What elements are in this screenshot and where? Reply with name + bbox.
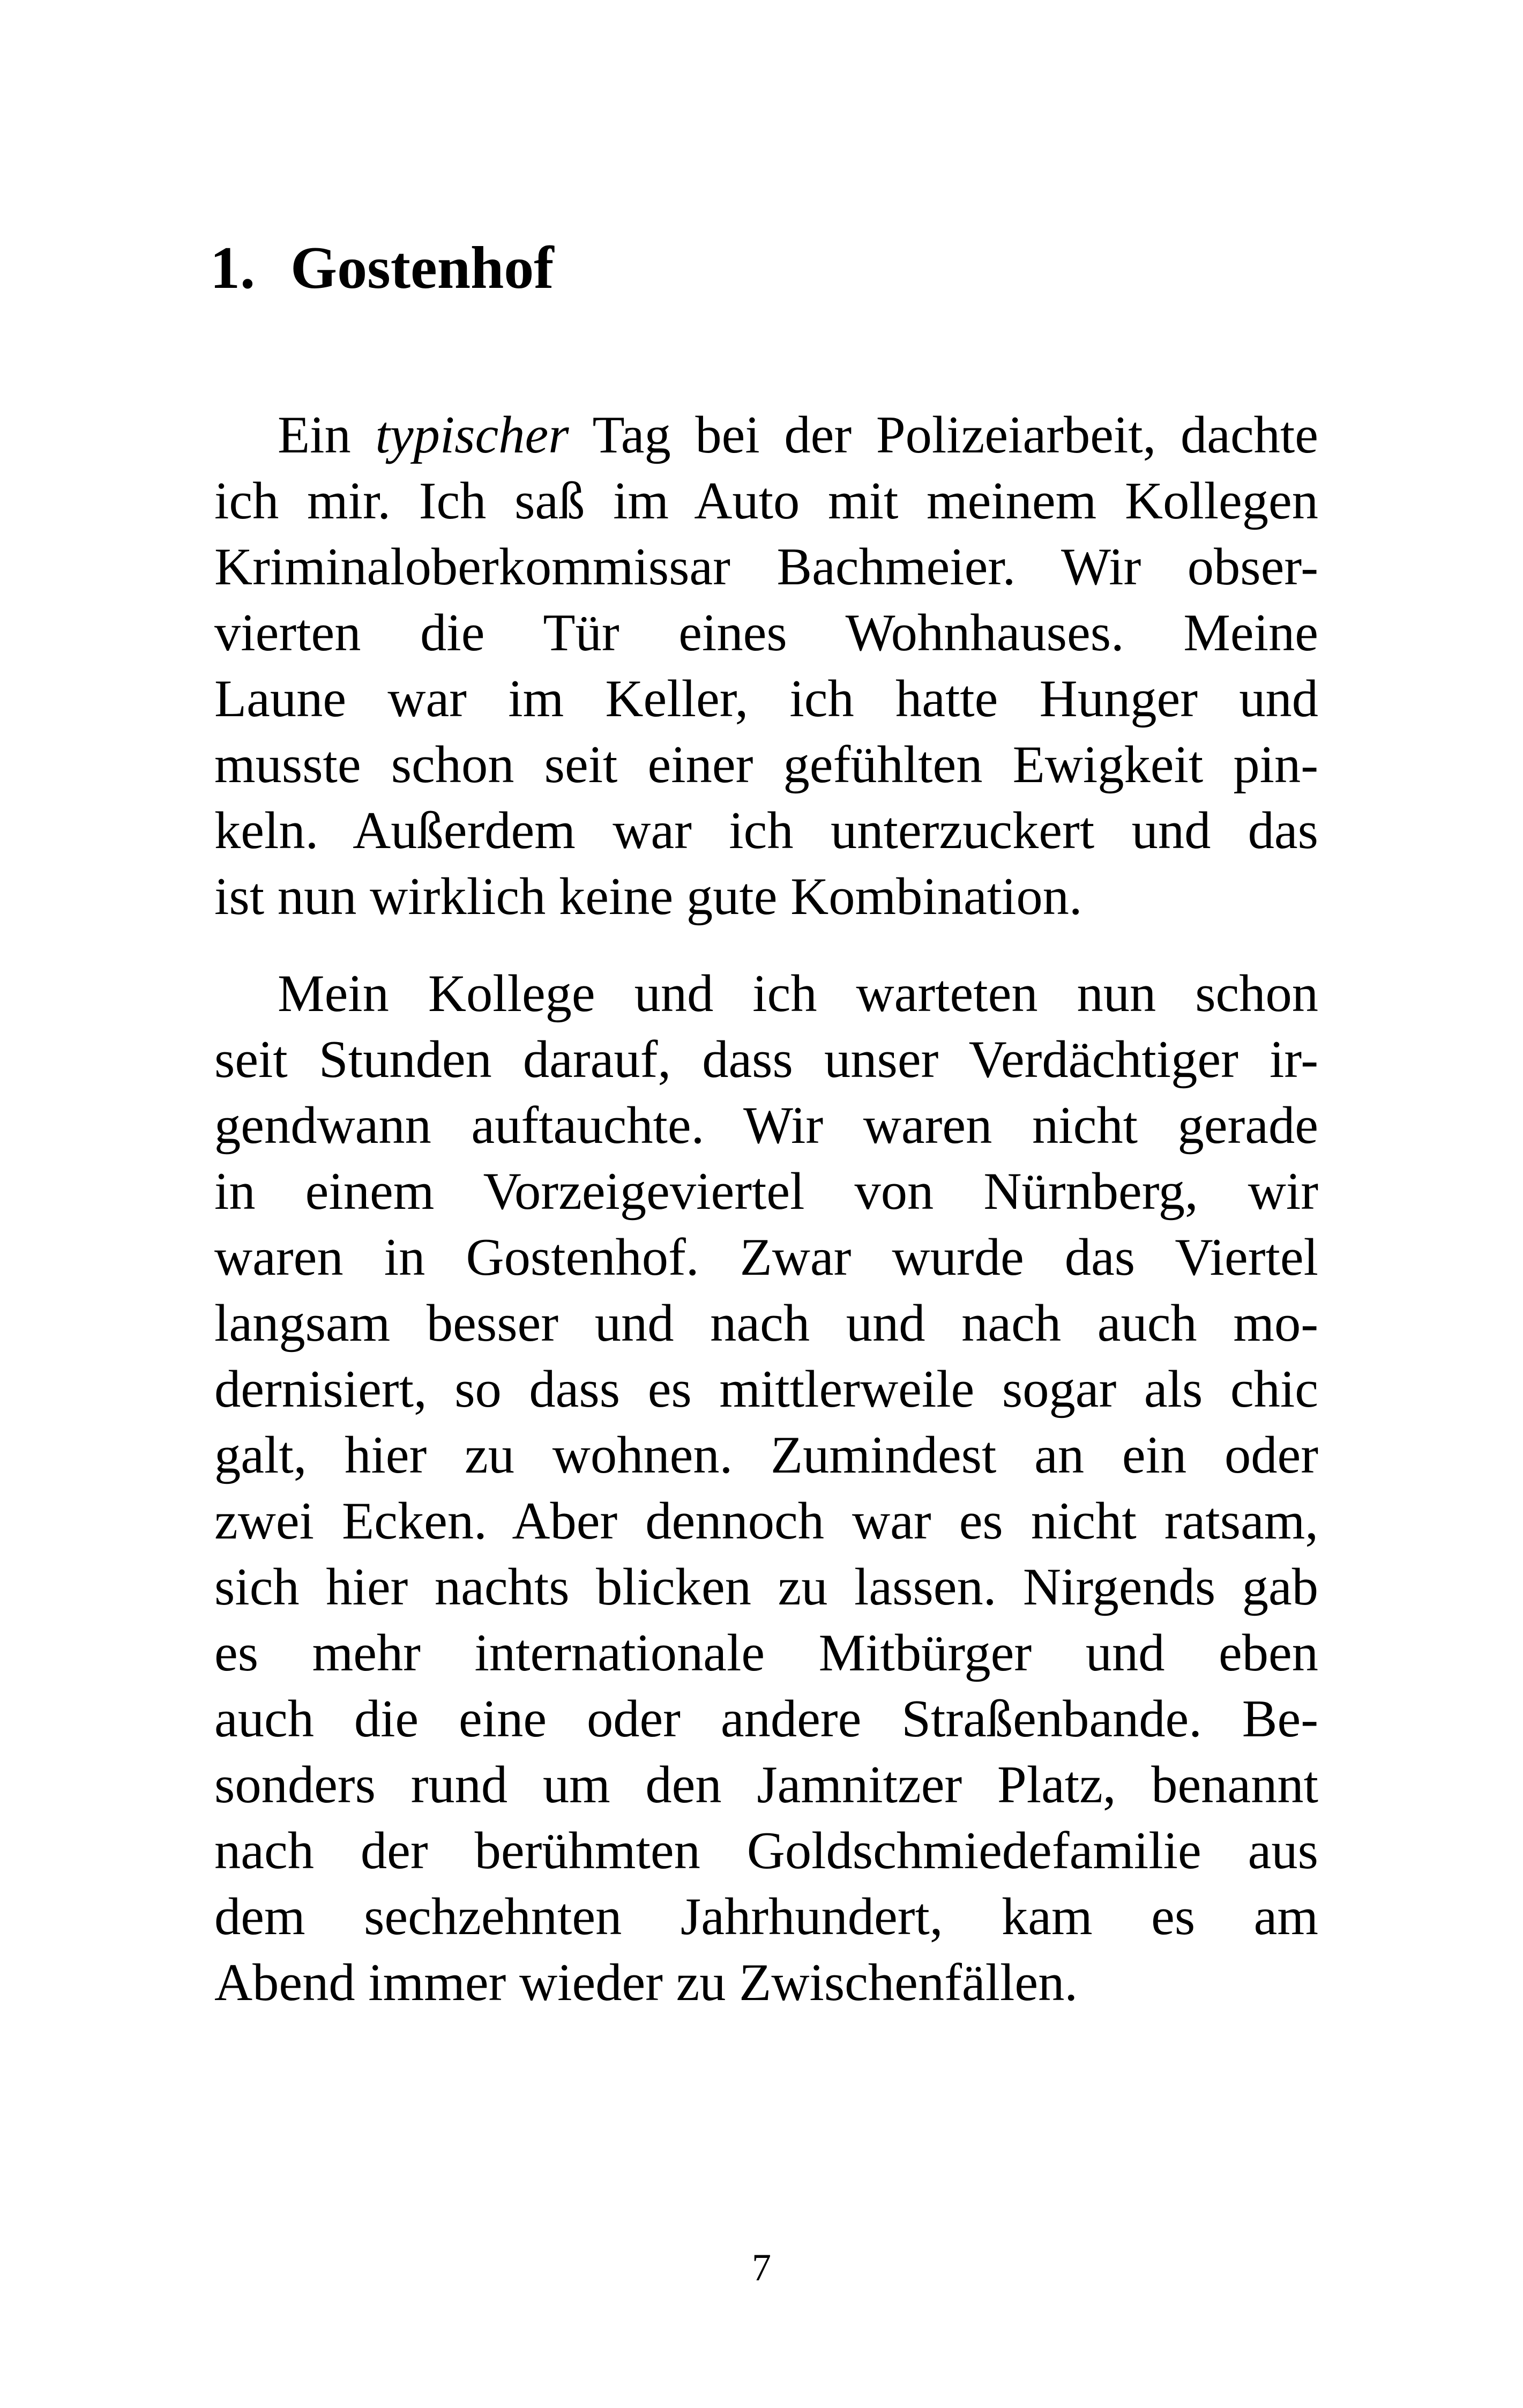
body-text: [214, 402, 1318, 2016]
paragraph-2-line-6: langsam besser und nach und nach auch mo-: [214, 1294, 1318, 1352]
paragraph-1-line-4: vierten die Tür eines Wohnhauses. Meine: [214, 604, 1318, 662]
paragraph-2-line-12: auch die eine oder andere Straßenbande. Be-: [214, 1690, 1318, 1748]
paragraph-2-line-2: seit Stunden darauf, dass unser Verdächtiger ir-: [214, 1030, 1318, 1089]
paragraph-2-line-10: sich hier nachts blicken zu lassen. Nirgends gab: [214, 1558, 1318, 1616]
paragraph-2-line-16: Abend immer wieder zu Zwischenfällen.: [214, 1953, 1078, 2012]
page-number: 7: [752, 2246, 771, 2289]
paragraph-2-line-3: gendwann auftauchte. Wir waren nicht gerade: [214, 1096, 1318, 1155]
paragraph-2-line-7: dernisiert, so dass es mittlerweile sogar als chic: [214, 1360, 1318, 1418]
paragraph-2-line-9: zwei Ecken. Aber dennoch war es nicht ratsam,: [214, 1492, 1318, 1550]
paragraph-1-line-1: Ein typischer Tag bei der Polizeiarbeit, dachte: [278, 406, 1318, 464]
chapter-number: 1.: [210, 235, 255, 301]
paragraph-2-line-1: Mein Kollege und ich warteten nun schon: [278, 964, 1318, 1023]
paragraph-1-line-2: ich mir. Ich saß im Auto mit meinem Kollegen: [214, 472, 1318, 530]
paragraph-1-line-5: Laune war im Keller, ich hatte Hunger und: [214, 670, 1318, 728]
chapter-title: Gostenhof: [290, 235, 554, 301]
paragraph-2-line-11: es mehr internationale Mitbürger und eben: [214, 1624, 1318, 1682]
paragraph-2-line-14: nach der berühmten Goldschmiedefamilie aus: [214, 1822, 1318, 1880]
paragraph-1-line-3: Kriminaloberkommissar Bachmeier. Wir obser-: [214, 538, 1318, 596]
paragraph-1-line-6: musste schon seit einer gefühlten Ewigkeit pin-: [214, 735, 1318, 794]
emphasis-typischer: typischer: [375, 406, 569, 464]
paragraph-2-line-4: in einem Vorzeigeviertel von Nürnberg, wir: [214, 1162, 1318, 1221]
paragraph-2-line-13: sonders rund um den Jamnitzer Platz, benannt: [214, 1756, 1318, 1814]
paragraph-2: [214, 961, 1318, 2016]
chapter-heading: [210, 231, 1335, 306]
paragraph-1-line-7: keln. Außerdem war ich unterzuckert und das: [214, 801, 1318, 860]
paragraph-2-line-5: waren in Gostenhof. Zwar wurde das Viertel: [214, 1228, 1318, 1287]
paragraph-1-line-8: ist nun wirklich keine gute Kombination.: [214, 867, 1082, 926]
paragraph-2-line-8: galt, hier zu wohnen. Zumindest an ein oder: [214, 1426, 1318, 1484]
paragraph-2-line-15: dem sechzehnten Jahrhundert, kam es am: [214, 1887, 1318, 1946]
paragraph-1: [214, 402, 1318, 930]
